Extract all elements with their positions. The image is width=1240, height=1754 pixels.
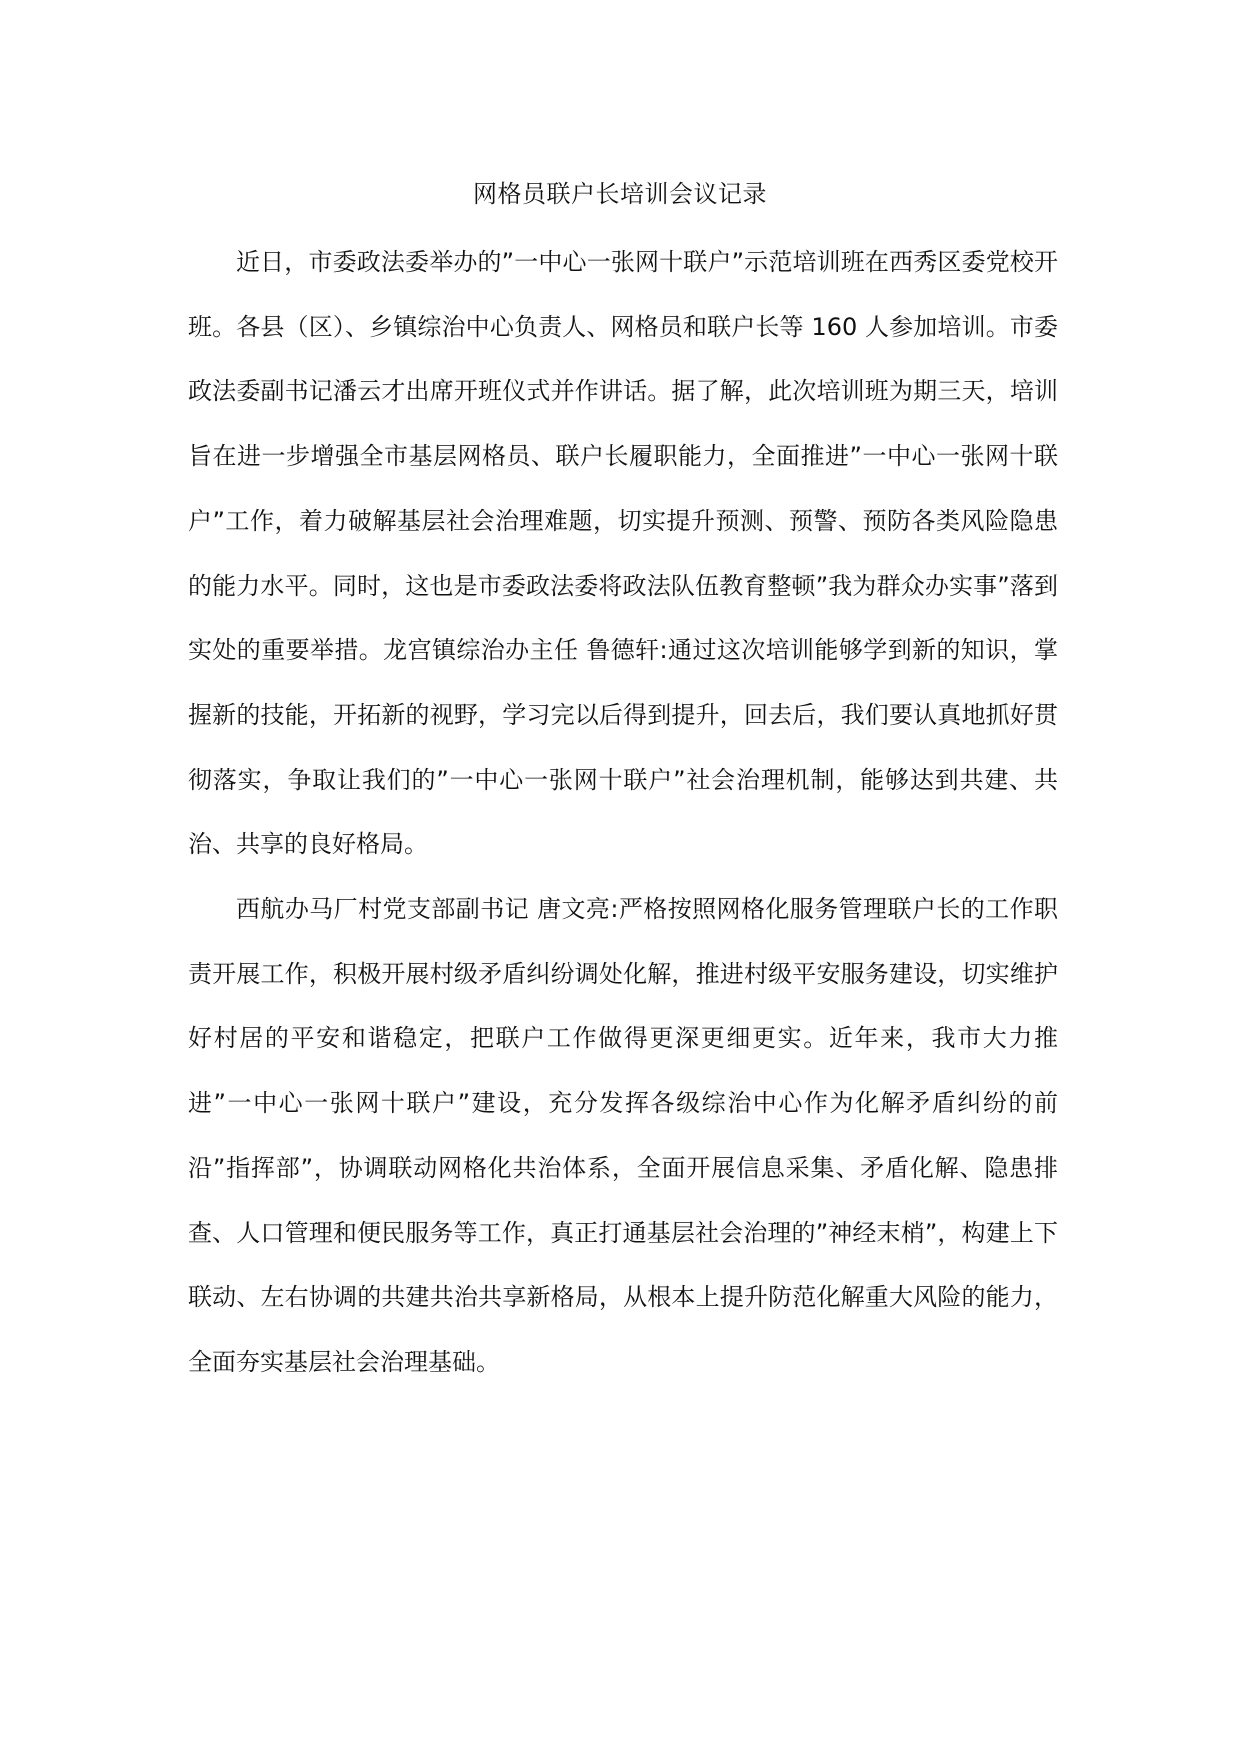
document-body bbox=[188, 230, 1058, 1395]
paragraph-1: 近日，市委政法委举办的”一中心一张网十联户”示范培训班在西秀区委党校开班。各县（区）、乡镇综治中心负责人、网格员和联户长等 160 人参加培训。市委政法委副书记潘云才出席开班仪式并作讲话。据了解，此次培训班为期三天，培训旨在进一步增强全市基层网格员、联户长履职能力，全面推进”一中心一张网十联户”工作，着力破解基层社会治理难题，切实提升预测、预警、预防各类风险隐患的能力水平。同时，这也是市委政法委将政法队伍教育整顿”我为群众办实事”落到实处的重要举措。龙宫镇综治办主任 鲁德轩:通过这次培训能够学到新的知识，掌握新的技能，开拓新的视野，学习完以后得到提升，回去后，我们要认真地抓好贯彻落实，争取让我们的”一中心一张网十联户”社会治理机制，能够达到共建、共治、共享的良好格局。 bbox=[188, 248, 1058, 859]
document-title: 网格员联户长培训会议记录 bbox=[473, 180, 767, 208]
paragraph-2: 西航办马厂村党支部副书记 唐文亮:严格按照网格化服务管理联户长的工作职责开展工作，积极开展村级矛盾纠纷调处化解，推进村级平安服务建设，切实维护好村居的平安和谐稳定，把联户工作做得更深更细更实。近年来，我市大力推进”一中心一张网十联户”建设，充分发挥各级综治中心作为化解矛盾纠纷的前沿”指挥部”，协调联动网格化共治体系，全面开展信息采集、矛盾化解、隐患排查、人口管理和便民服务等工作，真正打通基层社会治理的”神经末梢”，构建上下联动、左右协调的共建共治共享新格局，从根本上提升防范化解重大风险的能力，全面夯实基层社会治理基础。 bbox=[188, 895, 1058, 1376]
